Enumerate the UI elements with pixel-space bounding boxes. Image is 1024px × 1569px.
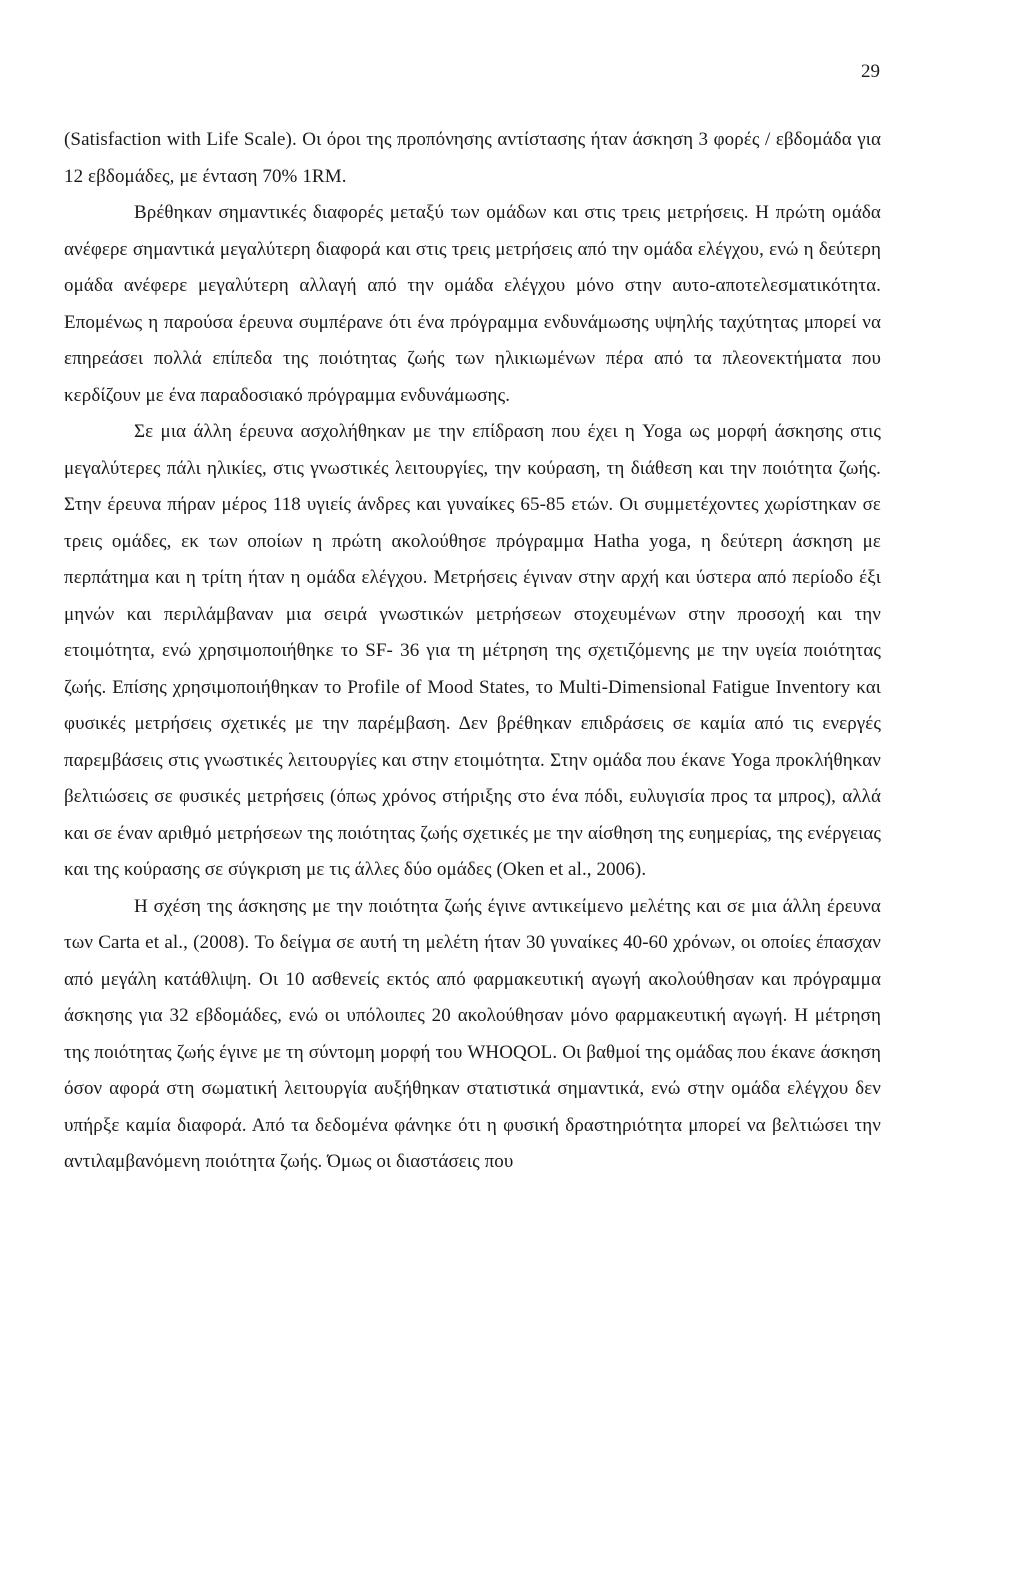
paragraph-carta-study: Η σχέση της άσκησης με την ποιότητα ζωής έγινε αντικείμενο μελέτης και σε μια άλλη έρευνα των Carta et al., (2008). Το δείγμα σε αυτή τη μελέτη ήταν 30 γυναίκες 40-60 χρόνων, οι οποίες έπασχαν από μεγάλη κατάθλιψη. Οι 10 ασθενείς εκτός από φαρμακευτική αγωγή ακολούθησαν και πρόγραμμα άσκησης για 32 εβδομάδες, ενώ οι υπόλοιπες 20 ακολούθησαν μόνο φαρμακευτική αγωγή. Η μέτρηση της ποιότητας ζωής έγινε με τη σύντομη μορφή του WHOQOL. Οι βαθμοί της ομάδας που έκανε άσκηση όσον αφορά στη σωματική λειτουργία αυξήθηκαν στατιστικά σημαντικά, ενώ στην ομάδα ελέγχου δεν υπήρξε καμία διαφορά. Από τα δεδομένα φάνηκε ότι η φυσική δραστηριότητα μπορεί να βελτιώσει την αντιλαμβανόμενη ποιότητα ζωής. Όμως οι διαστάσεις που <box>64 895 881 1172</box>
paragraph-continuation: (Satisfaction with Life Scale). Οι όροι της προπόνησης αντίστασης ήταν άσκηση 3 φορές / εβδομάδα για 12 εβδομάδες, με ένταση 70% 1RM. <box>64 129 881 187</box>
page-number: 29 <box>861 61 880 82</box>
document-body <box>64 122 881 1181</box>
paragraph-results: Βρέθηκαν σημαντικές διαφορές μεταξύ των ομάδων και στις τρεις μετρήσεις. Η πρώτη ομάδα ανέφερε σημαντικά μεγαλύτερη διαφορά και στις τρεις μετρήσεις από την ομάδα ελέγχου, ενώ η δεύτερη ομάδα ανέφερε μεγαλύτερη αλλαγή από την ομάδα ελέγχου μόνο στην αυτο-αποτελεσματικότητα. Επομένως η παρούσα έρευνα συμπέρανε ότι ένα πρόγραμμα ενδυνάμωσης υψηλής ταχύτητας μπορεί να επηρεάσει πολλά επίπεδα της ποιότητας ζωής των ηλικιωμένων πέρα από τα πλεονεκτήματα που κερδίζουν με ένα παραδοσιακό πρόγραμμα ενδυνάμωσης. <box>64 202 881 406</box>
paragraph-yoga-study: Σε μια άλλη έρευνα ασχολήθηκαν με την επίδραση που έχει η Yoga ως μορφή άσκησης στις μεγαλύτερες πάλι ηλικίες, στις γνωστικές λειτουργίες, την κούραση, τη διάθεση και την ποιότητα ζωής. Στην έρευνα πήραν μέρος 118 υγιείς άνδρες και γυναίκες 65-85 ετών. Οι συμμετέχοντες χωρίστηκαν σε τρεις ομάδες, εκ των οποίων η πρώτη ακολούθησε πρόγραμμα Hatha yoga, η δεύτερη άσκηση με περπάτημα και η τρίτη ήταν η ομάδα ελέγχου. Μετρήσεις έγιναν στην αρχή και ύστερα από περίοδο έξι μηνών και περιλάμβαναν μια σειρά γνωστικών μετρήσεων στοχευμένων στην προσοχή και την ετοιμότητα, ενώ χρησιμοποιήθηκε το SF- 36 για τη μέτρηση της σχετιζόμενης με την υγεία ποιότητας ζωής. Επίσης χρησιμοποιήθηκαν το Profile of Mood States, το Multi-Dimensional Fatigue Inventory και φυσικές μετρήσεις σχετικές με την παρέμβαση. Δεν βρέθηκαν επιδράσεις σε καμία από τις ενεργές παρεμβάσεις στις γνωστικές λειτουργίες και στην ετοιμότητα. Στην ομάδα που έκανε Yoga προκλήθηκαν βελτιώσεις σε φυσικές μετρήσεις (όπως χρόνος στήριξης στο ένα πόδι, ευλυγισία προς τα μπρος), αλλά και σε έναν αριθμό μετρήσεων της ποιότητας ζωής σχετικές με την αίσθηση της ευημερίας, της ενέργειας και της κούρασης σε σύγκριση με τις άλλες δύο ομάδες (Oken et al., 2006). <box>64 421 881 880</box>
